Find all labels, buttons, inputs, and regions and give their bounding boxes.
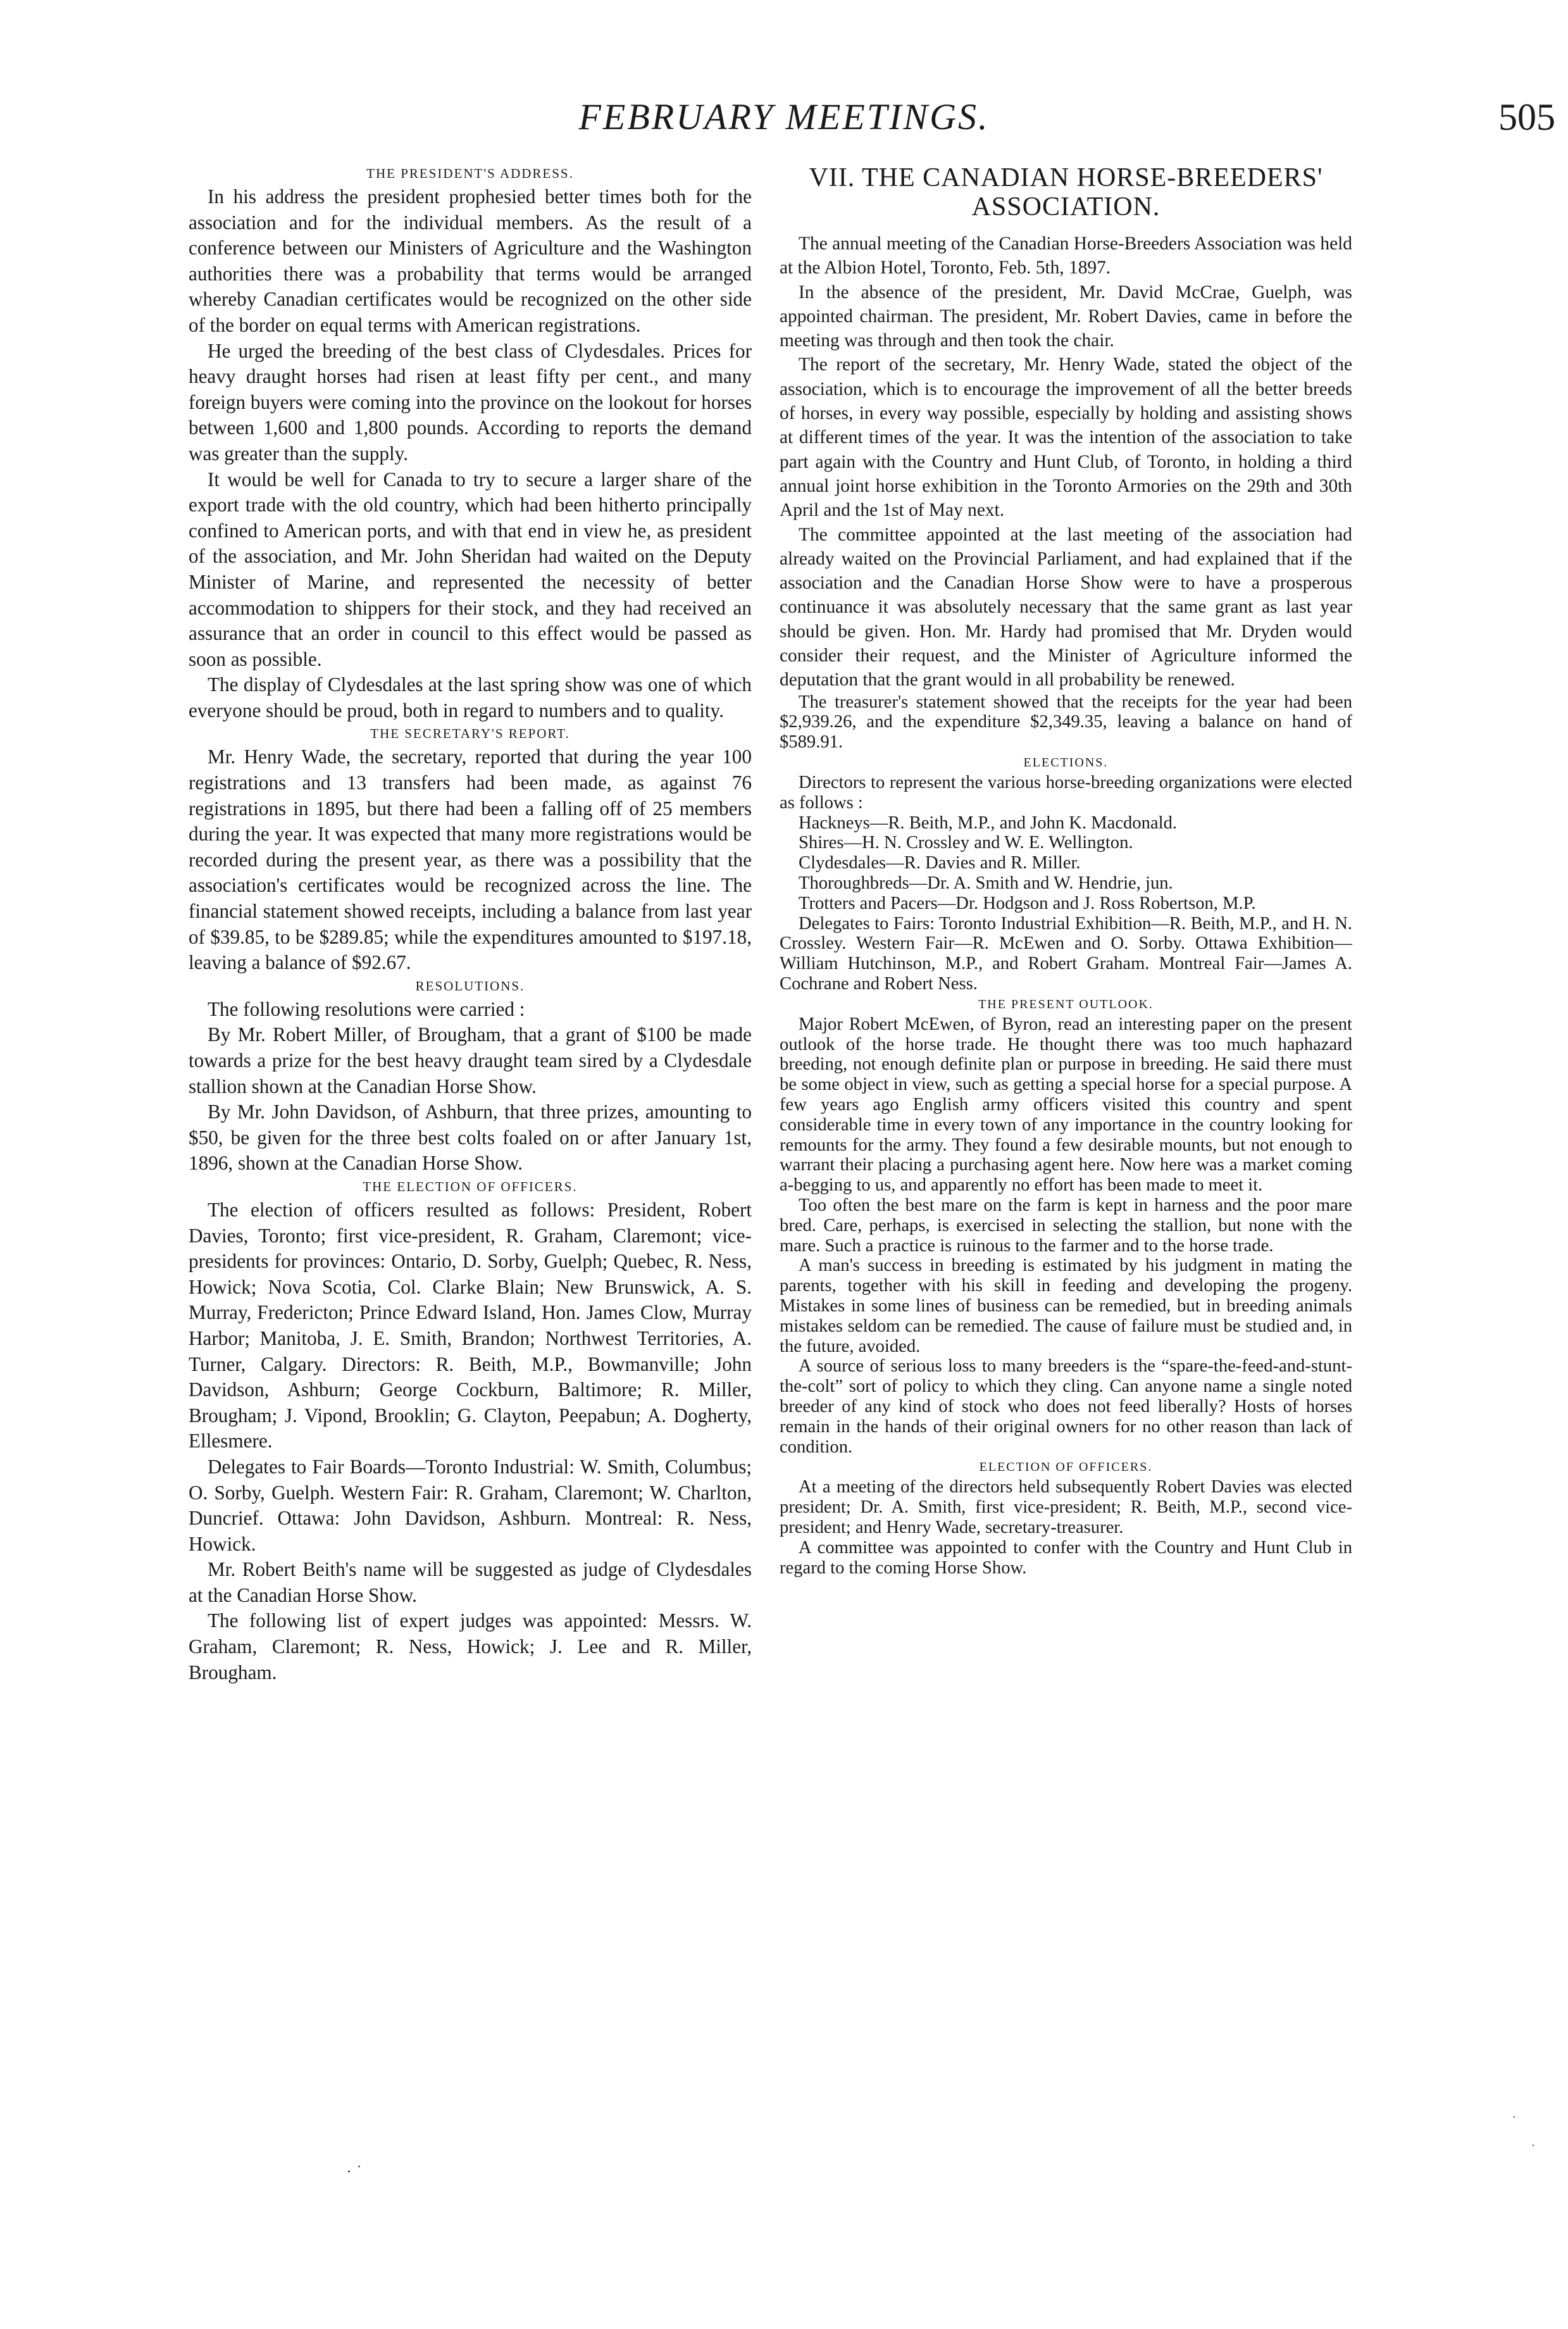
- paragraph: By Mr. Robert Miller, of Brougham, that a grant of $100 be made towards a prize for the best heavy draught team sired by a Clydesdale stallion shown at the Canadian Horse Show.: [189, 1023, 752, 1097]
- margin-speck: ·: [1512, 2111, 1516, 2124]
- paragraph: A committee was appointed to confer with the Country and Hunt Club in regard to the coming Horse Show.: [780, 1537, 1352, 1578]
- right-column: [780, 163, 1352, 1578]
- heading-resolutions: RESOLUTIONS.: [415, 978, 525, 994]
- paragraph: The annual meeting of the Canadian Horse-Breeders Association was held at the Albion Hotel, Toronto, Feb. 5th, 1897.: [780, 234, 1352, 278]
- paragraph: Too often the best mare on the farm is kept in harness and the poor mare bred. Care, perhaps, is exercised in selecting the stallion, but none with the mare. Such a practice is ruinous to the farmer and to the horse trade.: [780, 1195, 1352, 1256]
- running-header-title: FEBRUARY MEETINGS.: [578, 96, 990, 137]
- paragraph: Delegates to Fairs: Toronto Industrial Exhibition—R. Beith, M.P., and H. N. Crossley. Western Fair—R. McEwen and O. Sorby. Ottawa Exhibition—William Hutchinson, M.P., and Robert Graham. Montreal Fair—James A. Cochrane and Robert Ness.: [780, 913, 1352, 994]
- list-item: Trotters and Pacers—Dr. Hodgson and J. Ross Robertson, M.P.: [799, 893, 1256, 913]
- heading-elections: ELECTIONS.: [1023, 756, 1109, 770]
- list-item: Clydesdales—R. Davies and R. Miller.: [799, 853, 1081, 873]
- list-item: Shires—H. N. Crossley and W. E. Wellington.: [799, 833, 1133, 853]
- paragraph: The committee appointed at the last meeting of the association had already waited on the Provincial Parliament, and had explained that if the association and the Canadian Horse Show were to have a prosperous continuance it was absolutely necessary that the same grant as last year should be given. Hon. Mr. Hardy had promised that Mr. Dryden would consider their request, and the Minister of Agriculture informed the deputation that the grant would in all probability be renewed.: [780, 524, 1352, 690]
- list-item: Hackneys—R. Beith, M.P., and John K. Macdonald.: [799, 813, 1178, 833]
- paragraph: The following resolutions were carried :: [208, 997, 525, 1020]
- heading-secretary-report: THE SECRETARY'S REPORT.: [370, 726, 570, 742]
- paragraph: At a meeting of the directors held subsequently Robert Davies was elected president; Dr. A. Smith, first vice-president; R. Beith, M.P., second vice-president; and Henry Wade, secretary-treasurer.: [780, 1477, 1352, 1537]
- paragraph: It would be well for Canada to try to secure a larger share of the export trade with the old country, which had been hitherto principally confined to American ports, and with that end in view he, as president of the association, and Mr. John Sheridan had waited on the Deputy Minister of Marine, and represented the necessity of better accommodation to shippers for their stock, and they had received an assurance that an order in council to this effect would be passed as soon as possible.: [189, 468, 752, 670]
- paragraph: The display of Clydesdales at the last spring show was one of which everyone should be proud, both in regard to numbers and to quality.: [189, 673, 752, 721]
- list-item: Thoroughbreds—Dr. A. Smith and W. Hendrie, jun.: [799, 873, 1173, 894]
- heading-president-address: THE PRESIDENT'S ADDRESS.: [366, 166, 574, 181]
- paragraph: The following list of expert judges was appointed: Messrs. W. Graham, Claremont; R. Ness, Howick; J. Lee and R. Miller, Brougham.: [189, 1609, 752, 1683]
- paragraph: Directors to represent the various horse-breeding organizations were elected as follows :: [780, 773, 1352, 813]
- paragraph: In his address the president prophesied better times both for the association and for the individual members. As the result of a conference between our Ministers of Agriculture and the Washington authorities there was a probability that terms would be arranged whereby Canadian certificates would be recognized on the other side of the border on equal terms with American registrations.: [189, 185, 752, 336]
- section-title: [780, 163, 1352, 222]
- print-speck: · ˙: [347, 2164, 363, 2180]
- paragraph: He urged the breeding of the best class of Clydesdales. Prices for heavy draught horses had risen at least fifty per cent., and many foreign buyers were coming into the province on the lookout for horses between 1,600 and 1,800 pounds. According to reports the demand was greater than the supply.: [189, 339, 752, 465]
- paragraph: By Mr. John Davidson, of Ashburn, that three prizes, amounting to $50, be given for the three best colts foaled on or after January 1st, 1896, shown at the Canadian Horse Show.: [189, 1101, 752, 1175]
- paragraph: Mr. Robert Beith's name will be suggested as judge of Clydesdales at the Canadian Horse Show.: [189, 1558, 752, 1606]
- page-number: 505: [1498, 96, 1555, 138]
- paragraph: A source of serious loss to many breeders is the “spare-the-feed-and-stunt-the-colt” sort of policy to which they cling. Can anyone name a single noted breeder of any kind of stock who does not feed liberally? Hosts of horses remain in the hands of their original owners for no other reason than lack of condition.: [780, 1356, 1352, 1457]
- heading-election-of-officers-right: ELECTION OF OFFICERS.: [979, 1460, 1153, 1475]
- paragraph: Mr. Henry Wade, the secretary, reported that during the year 100 registrations and 13 transfers had been made, as against 76 registrations in 1895, but there had been a falling off of 25 members during the year. It was expected that many more registrations would be recorded during the present year, as there was a possibility that the association's certificates would be recognized across the line. The financial statement showed receipts, including a balance from last year of $39.85, to be $289.85; while the expenditures amounted to $197.18, leaving a balance of $92.67.: [189, 746, 752, 974]
- paragraph: In the absence of the president, Mr. David McCrae, Guelph, was appointed chairman. The president, Mr. Robert Davies, came in before the meeting was through and then took the chair.: [780, 282, 1352, 351]
- margin-speck: ·: [1531, 2139, 1535, 2152]
- paragraph: A man's success in breeding is estimated by his judgment in mating the parents, together with his skill in feeding and developing the progeny. Mistakes in some lines of business can be remedied, but in breeding animals mistakes seldom can be remedied. The cause of failure must be studied and, in the future, avoided.: [780, 1256, 1352, 1356]
- heading-election-of-officers: THE ELECTION OF OFFICERS.: [363, 1178, 578, 1194]
- paragraph: The treasurer's statement showed that the receipts for the year had been $2,939.26, and the expenditure $2,349.35, leaving a balance on hand of $589.91.: [780, 692, 1352, 752]
- paragraph: Major Robert McEwen, of Byron, read an interesting paper on the present outlook of the horse trade. He thought there was too much haphazard breeding, not enough definite plan or purpose in breeding. He said there must be some object in view, such as getting a special horse for a special purpose. A few years ago English army officers visited this country and spent considerable time in every town of any importance in the country looking for remounts for the army. They found a few desirable mounts, but not enough to warrant their placing a purchasing agent here. Now here was a market coming a-begging to us, and apparently no effort has been made to meet it.: [780, 1014, 1352, 1196]
- paragraph: The report of the secretary, Mr. Henry Wade, stated the object of the association, which is to encourage the improvement of all the better breeds of horses, in every way possible, especially by holding and assisting shows at different times of the year. It was the intention of the association to take part again with the Country and Hunt Club, of Toronto, in holding a third annual joint horse exhibition in the Toronto Armories on the 29th and 30th April and the 1st of May next.: [780, 354, 1352, 521]
- section-title-line-2: ASSOCIATION.: [971, 192, 1160, 222]
- section-title-line-1: VII. THE CANADIAN HORSE-BREEDERS': [809, 163, 1323, 192]
- paragraph: The election of officers resulted as follows: President, Robert Davies, Toronto; first vice-president, R. Graham, Claremont; vice-presidents for provinces: Ontario, D. Sorby, Guelph; Quebec, R. Ness, Howick; Nova Scotia, Col. Clarke Blain; New Brunswick, A. S. Murray, Fredericton; Prince Edward Island, Hon. James Clow, Murray Harbor; Manitoba, J. E. Smith, Brandon; Northwest Territories, A. Turner, Calgary. Directors: R. Beith, M.P., Bowmanville; John Davidson, Ashburn; George Cockburn, Baltimore; R. Miller, Brougham; J. Vipond, Brooklin; G. Clayton, Peepabun; A. Dogherty, Ellesmere.: [189, 1198, 752, 1452]
- paragraph: Delegates to Fair Boards—Toronto Industrial: W. Smith, Columbus; O. Sorby, Guelph. Western Fair: R. Graham, Claremont; W. Charlton, Duncrief. Ottawa: John Davidson, Ashburn. Montreal: R. Ness, Howick.: [189, 1455, 752, 1555]
- heading-present-outlook: THE PRESENT OUTLOOK.: [978, 997, 1154, 1011]
- left-column: [189, 163, 752, 1685]
